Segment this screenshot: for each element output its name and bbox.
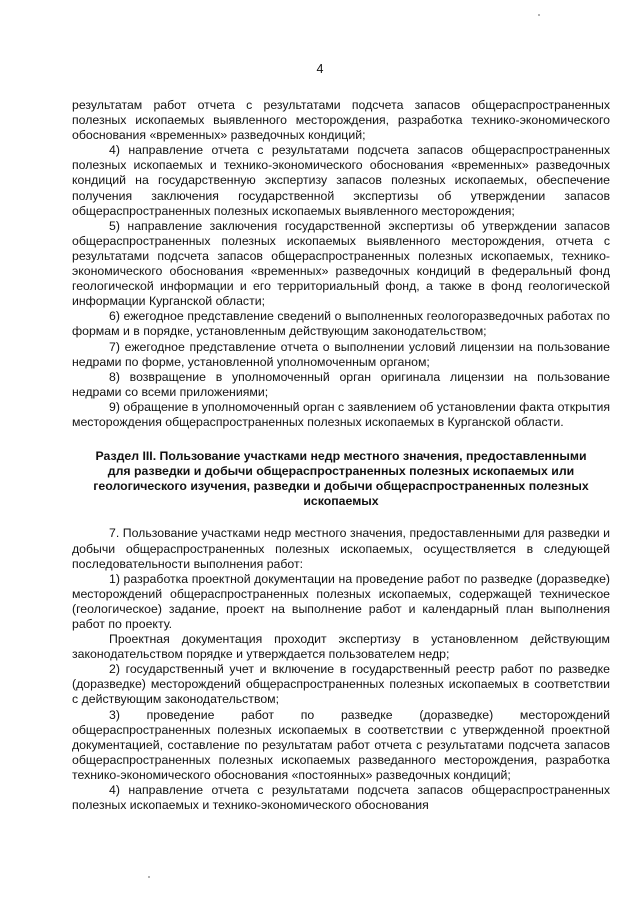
section-title: Раздел III. Пользование участками недр местного значения, предоставленными для разведки и добычи общераспространенных полезных ископаемых или геологического изучения, разведки и добычи общераспространенных полезных ископаемых: [93, 449, 589, 509]
paragraph: 9) обращение в уполномоченный орган с заявлением об установлении факта открытия месторождения общераспространенных полезных ископаемых в Курганской области.: [72, 399, 610, 429]
paragraphs-after-section: [72, 526, 610, 813]
paragraph: 6) ежегодное представление сведений о выполненных геологоразведочных работах по формам и в порядке, установленным действующим законодательством;: [72, 309, 610, 339]
paragraph: 7. Пользование участками недр местного значения, предоставленными для разведки и добычи общераспространенных полезных ископаемых, осуществляется в следующей последовательности выполнения работ:: [72, 526, 610, 571]
scan-speck: [148, 876, 150, 878]
page-number: 4: [316, 62, 324, 76]
paragraph: 2) государственный учет и включение в государственный реестр работ по разведке (доразведке) месторождений общераспространенных полезных ископаемых в соответствии с действующим законодательством;: [72, 662, 610, 707]
scan-speck: [538, 14, 540, 16]
paragraph: 8) возвращение в уполномоченный орган оригинала лицензии на пользование недрами со всеми приложениями;: [72, 369, 610, 399]
paragraphs-before-section: [72, 98, 610, 430]
paragraph: 5) направление заключения государственной экспертизы об утверждении запасов общераспространенных полезных ископаемых выявленного месторождения, отчета с результатами подсчета запасов общераспространенных полезных ископаемых, технико-экономического обоснования «временных» разведочных кондиций в федеральный фонд геологической информации и его территориальный фонд, а также в фонд геологической информации Курганской области;: [72, 218, 610, 309]
document-body: [72, 98, 610, 813]
paragraph: результатам работ отчета с результатами подсчета запасов общераспространенных полезных ископаемых выявленного месторождения, разработка технико-экономического обоснования «временных» разведочных кондиций;: [72, 98, 610, 143]
paragraph: 4) направление отчета с результатами подсчета запасов общераспространенных полезных ископаемых и технико-экономического обоснования: [72, 783, 610, 813]
paragraph: Проектная документация проходит экспертизу в установленном действующим законодательством порядке и утверждается пользователем недр;: [72, 632, 610, 662]
paragraph: 4) направление отчета с результатами подсчета запасов общераспространенных полезных ископаемых и технико-экономического обоснования «временных» разведочных кондиций на государственную экспертизу запасов полезных ископаемых, обеспечение получения заключения государственной экспертизы об утверждении запасов общераспространенных полезных ископаемых выявленного месторождения;: [72, 143, 610, 218]
paragraph: 7) ежегодное представление отчета о выполнении условий лицензии на пользование недрами по форме, установленной уполномоченным органом;: [72, 339, 610, 369]
paragraph: 1) разработка проектной документации на проведение работ по разведке (доразведке) месторождений общераспространенных полезных ископаемых, содержащей техническое (геологическое) задание, проект на выполнение работ и календарный план выполнения работ по проекту.: [72, 571, 610, 631]
paragraph: 3) проведение работ по разведке (доразведке) месторождений общераспространенных полезных ископаемых в соответствии с утвержденной проектной документацией, составление по результатам работ отчета с результатами подсчета запасов общераспространенных полезных ископаемых разведанного месторождения, разработка технико-экономического обоснования «постоянных» разведочных кондиций;: [72, 707, 610, 782]
